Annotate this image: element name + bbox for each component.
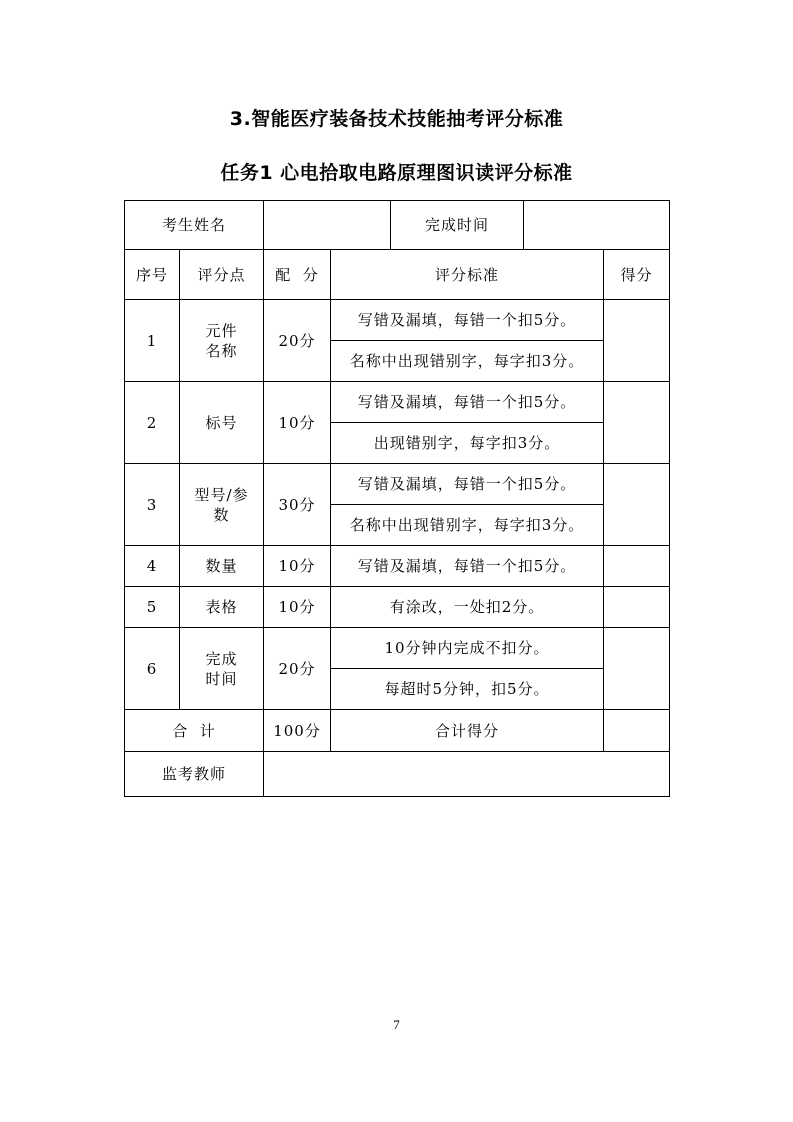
row-obtained-field[interactable]: [604, 464, 670, 546]
table-row: [125, 587, 670, 628]
candidate-name-label: 考生姓名: [125, 201, 264, 250]
row-point: 型号/参数: [180, 464, 264, 546]
row-criteria: 写错及漏填，每错一个扣5分。: [331, 382, 604, 423]
scoring-table: [124, 200, 670, 797]
header-criteria: 评分标准: [331, 250, 604, 300]
finish-time-field[interactable]: [524, 201, 670, 250]
proctor-label: 监考教师: [125, 752, 264, 797]
table-row: [125, 300, 670, 341]
row-criteria: 名称中出现错别字，每字扣3分。: [331, 505, 604, 546]
row-criteria: 出现错别字，每字扣3分。: [331, 423, 604, 464]
row-score: 20分: [264, 300, 331, 382]
header-seq: 序号: [125, 250, 180, 300]
row-criteria: 每超时5分钟，扣5分。: [331, 669, 604, 710]
row-obtained-field[interactable]: [604, 546, 670, 587]
row-criteria: 写错及漏填，每错一个扣5分。: [331, 546, 604, 587]
row-point: 表格: [180, 587, 264, 628]
row-criteria: 名称中出现错别字，每字扣3分。: [331, 341, 604, 382]
row-score: 30分: [264, 464, 331, 546]
row-seq: 1: [125, 300, 180, 382]
header-score: 配 分: [264, 250, 331, 300]
row-point: 完成时间: [180, 628, 264, 710]
row-obtained-field[interactable]: [604, 587, 670, 628]
row-obtained-field[interactable]: [604, 382, 670, 464]
row-point: 标号: [180, 382, 264, 464]
proctor-field[interactable]: [264, 752, 670, 797]
total-obtained-field[interactable]: [604, 710, 670, 752]
row-criteria: 写错及漏填，每错一个扣5分。: [331, 300, 604, 341]
row-obtained-field[interactable]: [604, 628, 670, 710]
total-criteria: 合计得分: [331, 710, 604, 752]
header-point: 评分点: [180, 250, 264, 300]
page-number: 7: [393, 1017, 400, 1032]
table-row: [125, 546, 670, 587]
row-seq: 2: [125, 382, 180, 464]
task-title: 任务1 心电拾取电路原理图识读评分标准: [220, 162, 573, 184]
candidate-name-field[interactable]: [264, 201, 391, 250]
table-row: [125, 464, 670, 505]
row-criteria: 10分钟内完成不扣分。: [331, 628, 604, 669]
row-score: 10分: [264, 382, 331, 464]
candidate-info-row: [125, 201, 670, 250]
proctor-row: [125, 752, 670, 797]
row-score: 10分: [264, 546, 331, 587]
total-row: [125, 710, 670, 752]
finish-time-label: 完成时间: [391, 201, 524, 250]
header-obtained: 得分: [604, 250, 670, 300]
total-score: 100分: [264, 710, 331, 752]
row-criteria: 有涂改，一处扣2分。: [331, 587, 604, 628]
row-score: 10分: [264, 587, 331, 628]
total-label: 合 计: [125, 710, 264, 752]
row-seq: 3: [125, 464, 180, 546]
section-title: 3.智能医疗装备技术技能抽考评分标准: [229, 108, 564, 130]
row-seq: 4: [125, 546, 180, 587]
row-obtained-field[interactable]: [604, 300, 670, 382]
row-point: 数量: [180, 546, 264, 587]
row-seq: 6: [125, 628, 180, 710]
table-row: [125, 382, 670, 423]
row-seq: 5: [125, 587, 180, 628]
table-row: [125, 628, 670, 669]
row-point: 元件名称: [180, 300, 264, 382]
header-row: [125, 250, 670, 300]
row-score: 20分: [264, 628, 331, 710]
row-criteria: 写错及漏填，每错一个扣5分。: [331, 464, 604, 505]
